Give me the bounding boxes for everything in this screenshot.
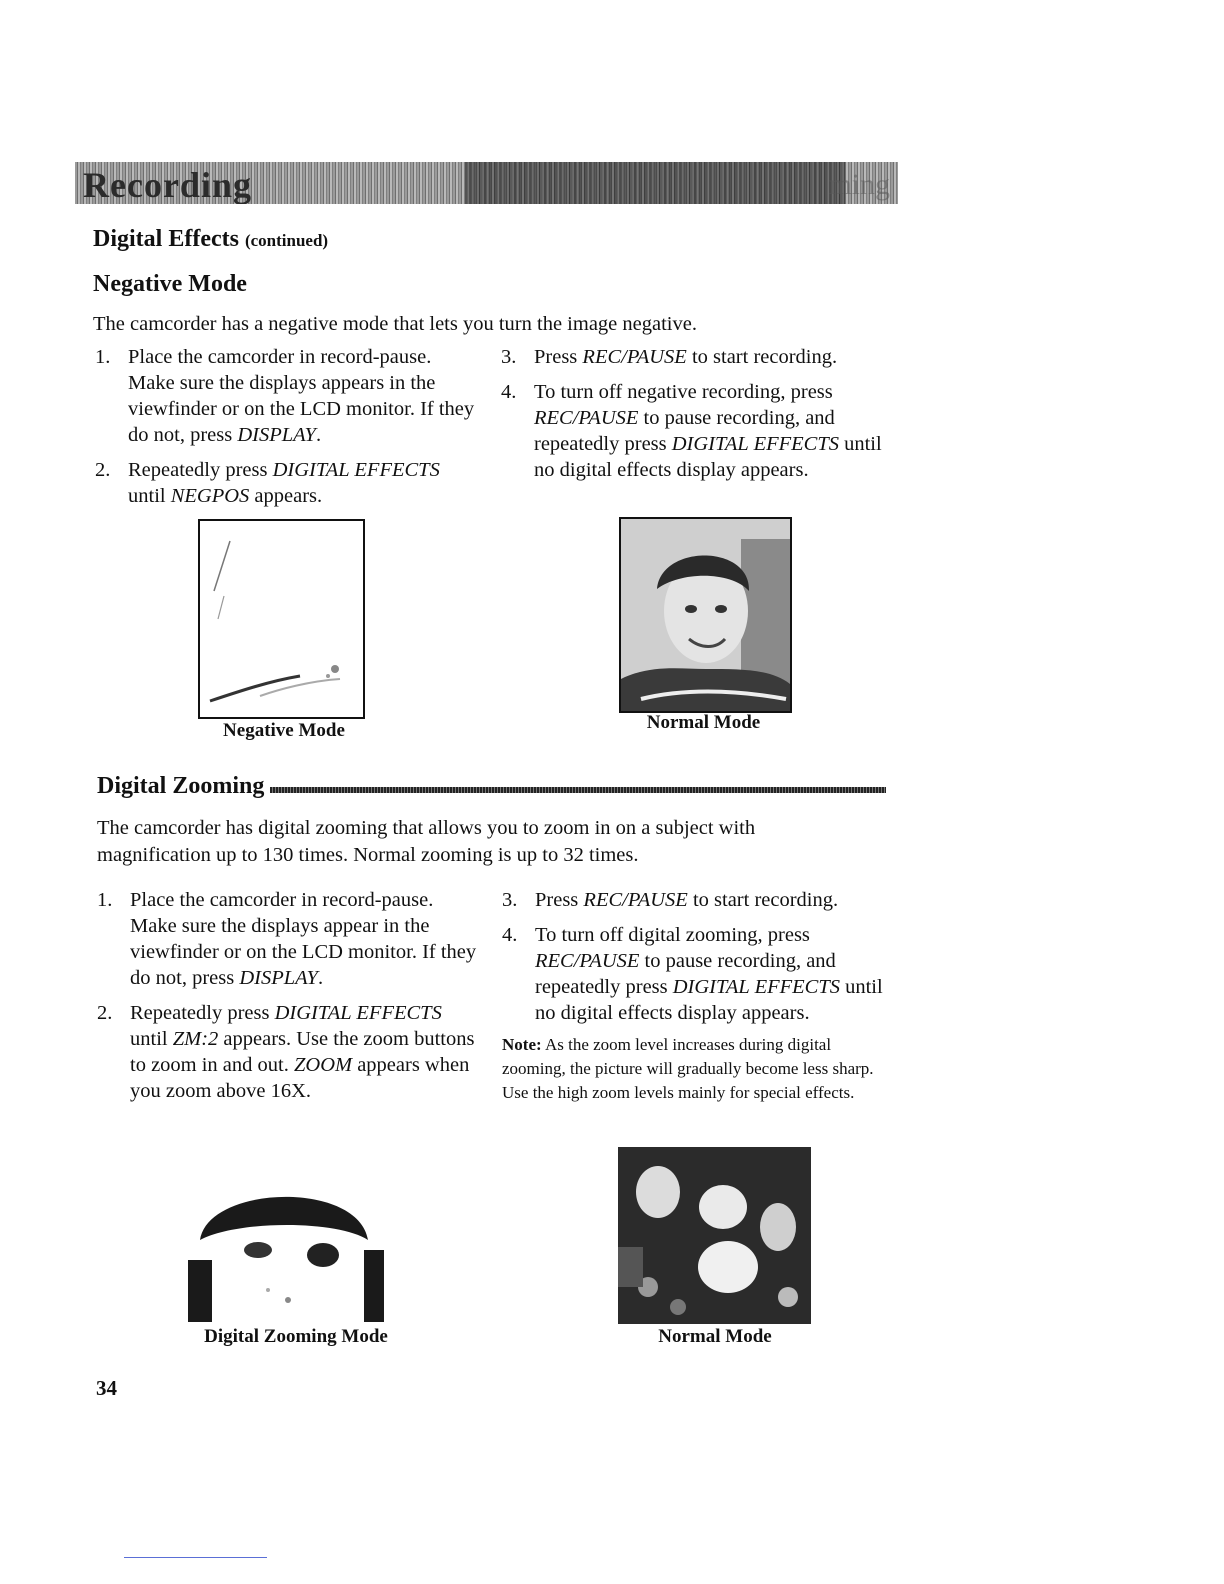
- negative-step-3: 3. Press REC/PAUSE to start recording.: [501, 346, 838, 368]
- negative-steps-left: [95, 344, 480, 518]
- zoomed-face-image: [188, 1180, 384, 1322]
- boy-portrait-image: [621, 519, 790, 711]
- negative-step-1: 1. Place the camcorder in record-pause. Make sure the displays appears in the viewfinder or on the LCD monitor. If they do not, press DISPLAY.: [95, 346, 475, 446]
- zoom-step-2: 2. Repeatedly press DIGITAL EFFECTS until ZM:2 appears. Use the zoom buttons to zoom in and out. ZOOM appears when you zoom above 16X.: [97, 1002, 475, 1102]
- digital-zooming-rule: [270, 787, 886, 793]
- zoom-normal-mode-photo: [618, 1147, 811, 1324]
- negative-mode-caption: Negative Mode: [223, 720, 345, 741]
- section-header-band: [75, 162, 898, 204]
- zoom-note: [502, 1033, 882, 1105]
- digital-zooming-heading: Digital Zooming: [97, 773, 265, 799]
- digital-effects-heading: [93, 226, 328, 253]
- zoom-steps-right: [502, 887, 890, 1035]
- digital-effects-suffix: (continued): [244, 231, 329, 250]
- negative-step-2: 2. Repeatedly press DIGITAL EFFECTS until NEGPOS appears.: [95, 459, 440, 507]
- section-header-title: Recording: [83, 165, 252, 204]
- digital-effects-title: Digital Effects: [93, 226, 239, 252]
- zoom-normal-mode-caption: Normal Mode: [658, 1326, 772, 1347]
- zoom-step-3: 3. Press REC/PAUSE to start recording.: [502, 889, 839, 911]
- digital-zooming-photo: [188, 1180, 384, 1322]
- note-text: As the zoom level increases during digital zooming, the picture will gradually become less sharp. Use the high zoom levels mainly for special effects.: [502, 1035, 874, 1102]
- negative-steps-right: [501, 344, 886, 492]
- negative-photo-sketch: [200, 521, 363, 717]
- digital-zooming-intro: The camcorder has digital zooming that allows you to zoom in on a subject with magnification up to 130 times. Normal zooming is up to 32 times.: [97, 817, 756, 866]
- negative-mode-heading: Negative Mode: [93, 271, 247, 297]
- zoom-step-4: 4. To turn off digital zooming, press REC/PAUSE to pause recording, and repeatedly press DIGITAL EFFECTS until no digital effects display appears.: [502, 924, 883, 1024]
- normal-mode-caption: Normal Mode: [646, 712, 761, 733]
- footer-line: [124, 1557, 267, 1558]
- section-header-faint-text: ming: [828, 168, 890, 201]
- negative-mode-intro: The camcorder has a negative mode that lets you turn the image negative.: [93, 313, 697, 335]
- digital-zooming-caption: Digital Zooming Mode: [204, 1326, 388, 1347]
- negative-mode-photo: [198, 519, 365, 719]
- note-label: Note:: [502, 1035, 542, 1054]
- crowd-scene-image: [618, 1147, 811, 1324]
- normal-mode-photo: [619, 517, 792, 713]
- page-number: 34: [96, 1376, 117, 1400]
- zoom-steps-left: [97, 887, 482, 1113]
- zoom-step-1: 1. Place the camcorder in record-pause. Make sure the displays appear in the viewfinder or on the LCD monitor. If they do not, press DISPLAY.: [97, 889, 477, 989]
- negative-step-4: 4. To turn off negative recording, press REC/PAUSE to pause recording, and repeatedly press DIGITAL EFFECTS until no digital effects display appears.: [501, 381, 882, 481]
